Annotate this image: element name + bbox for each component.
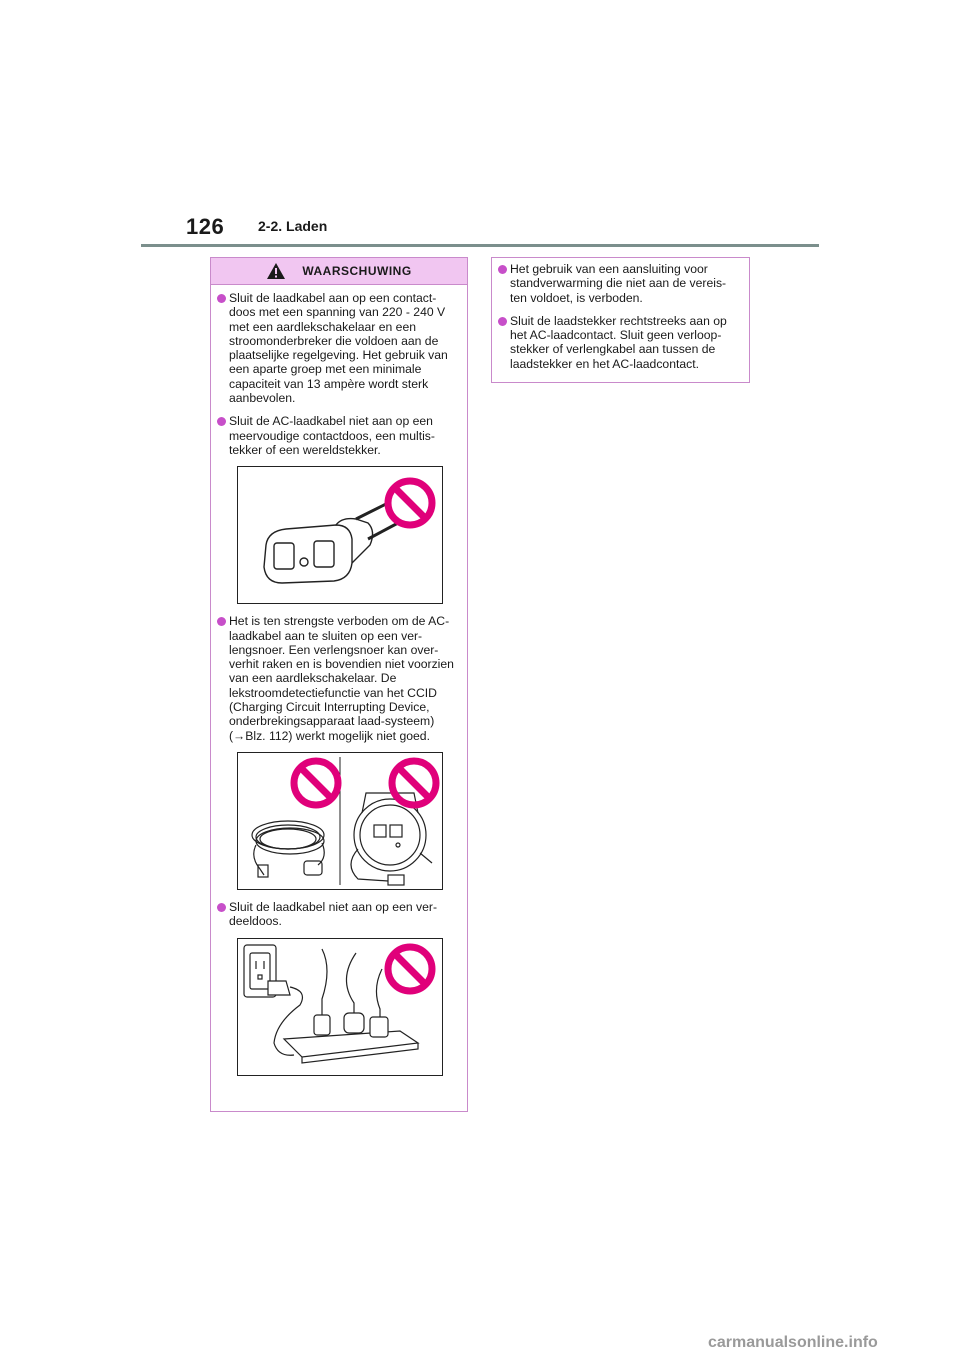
bullet-dot [498,265,507,274]
prohibited-sign-icon [388,481,432,525]
warning-item [498,262,741,305]
warning-item-text: Sluit de laadstekker rechtstreeks aan op het AC-laadcontact. Sluit geen verloop-stekker of verlengkabel aan tussen de laadstekker en het AC-laadcontact. [510,313,727,371]
warning-item [498,314,741,371]
warning-item-text: Het gebruik van een aansluiting voor standverwarming die niet aan de vereis-ten voldoet, is verboden. [510,262,727,305]
bullet-dot [217,417,226,426]
warning-item-text: Sluit de AC-laadkabel niet aan op een meervoudige contactdoos, een multis-tekker of een wereldstekker. [229,414,435,457]
warning-item [217,900,459,929]
warning-item-text: Sluit de laadkabel aan op een contact-doos met een spanning van 220 - 240 V met een aardlekschakelaar en een stroomonderbreker die voldoen aan de plaatselijke regelgeving. Het gebruik van een aparte groep met een minimale capaciteit van 13 ampère wordt sterk aanbevolen. [229,291,448,406]
watermark: carmanualsonline.info [708,1334,878,1351]
prohibited-sign-icon [392,761,436,805]
warning-triangle-icon [266,262,286,280]
figure-extension-cords [237,752,443,890]
prohibited-sign-icon [388,947,432,991]
warning-item-text: Sluit de laadkabel niet aan op een ver-deeldoos. [229,899,438,929]
warning-item [217,614,459,743]
warning-item [217,291,459,405]
warning-box [210,257,468,1112]
warning-title: WAARSCHUWING [302,264,412,278]
warning-item-text: Het is ten strengste verboden om de AC-laadkabel aan te sluiten op een ver-lengsnoer. Een verlengsnoer kan over-verhit raken en is bovendien niet voorzien van een aardlekschakelaar. De lekstroomdetectiefunctie van het CCID (Charging Circuit Interrupting Device, onderbrekingsapparaat laad-systeem) (→Blz. 112) werkt mogelijk niet goed. [229,614,454,743]
bullet-dot [217,294,226,303]
warning-header [211,258,467,285]
power-strip-illustration [284,949,418,1063]
bullet-dot [498,317,507,326]
bullet-dot [217,903,226,912]
prohibited-sign-icon [294,761,338,805]
section-title: 2-2. Laden [258,218,328,234]
coiled-cord-illustration [252,821,324,877]
header-rule [141,244,819,247]
figure-adapter-plug [237,466,443,604]
bullet-dot [217,617,226,626]
page-number: 126 [186,214,225,239]
warning-item [217,414,459,457]
adapter-plug-illustration [264,503,398,583]
figure-power-strip [237,938,443,1076]
warning-continued-box [491,257,750,383]
